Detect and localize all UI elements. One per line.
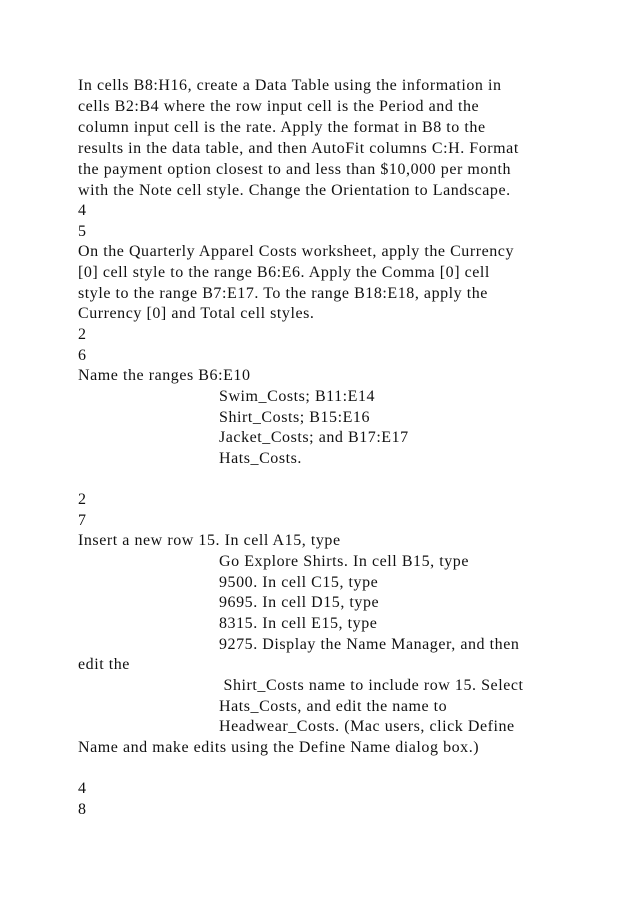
instruction-line: Go Explore Shirts. In cell B15, type — [219, 553, 469, 570]
instruction-line: cells B2:B4 where the row input cell is the Period and the — [78, 98, 480, 115]
instruction-line: On the Quarterly Apparel Costs worksheet, apply the Currency — [78, 243, 515, 260]
instruction-line: Swim_Costs; B11:E14 — [219, 388, 376, 405]
instruction-line: 9500. In cell C15, type — [219, 574, 379, 591]
instruction-line: Shirt_Costs name to include row 15. Select — [219, 677, 524, 694]
instruction-line: In cells B8:H16, create a Data Table using the information in — [78, 77, 502, 94]
instruction-line: results in the data table, and then AutoFit columns C:H. Format — [78, 140, 519, 157]
step-number: 8 — [78, 801, 87, 818]
instruction-line: the payment option closest to and less than $10,000 per month — [78, 161, 512, 178]
points-value: 4 — [78, 202, 87, 219]
instruction-line: style to the range B7:E17. To the range B18:E18, apply the — [78, 285, 488, 302]
step-number: 6 — [78, 347, 87, 364]
instruction-line: edit the — [78, 656, 130, 673]
step-number: 7 — [78, 512, 87, 529]
instruction-line: Insert a new row 15. In cell A15, type — [78, 532, 341, 549]
instruction-line: Currency [0] and Total cell styles. — [78, 305, 315, 322]
points-value: 2 — [78, 491, 87, 508]
instruction-line: Name the ranges B6:E10 — [78, 367, 251, 384]
step-number: 5 — [78, 223, 87, 240]
instruction-line: Hats_Costs. — [219, 450, 302, 467]
instruction-line: Shirt_Costs; B15:E16 — [219, 409, 371, 426]
points-value: 4 — [78, 780, 87, 797]
instruction-line: 9275. Display the Name Manager, and then — [219, 636, 520, 653]
instruction-line: column input cell is the rate. Apply the format in B8 to the — [78, 119, 486, 136]
points-value: 2 — [78, 326, 87, 343]
instruction-line: 8315. In cell E15, type — [219, 615, 378, 632]
instruction-line: 9695. In cell D15, type — [219, 594, 380, 611]
instruction-line: Name and make edits using the Define Name dialog box.) — [78, 739, 480, 756]
instruction-line: Hats_Costs, and edit the name to — [219, 698, 448, 715]
instruction-line: with the Note cell style. Change the Orientation to Landscape. — [78, 182, 511, 199]
instruction-line: Headwear_Costs. (Mac users, click Define — [219, 718, 515, 735]
instruction-line: Jacket_Costs; and B17:E17 — [219, 429, 409, 446]
instruction-line: [0] cell style to the range B6:E6. Apply the Comma [0] cell — [78, 264, 490, 281]
